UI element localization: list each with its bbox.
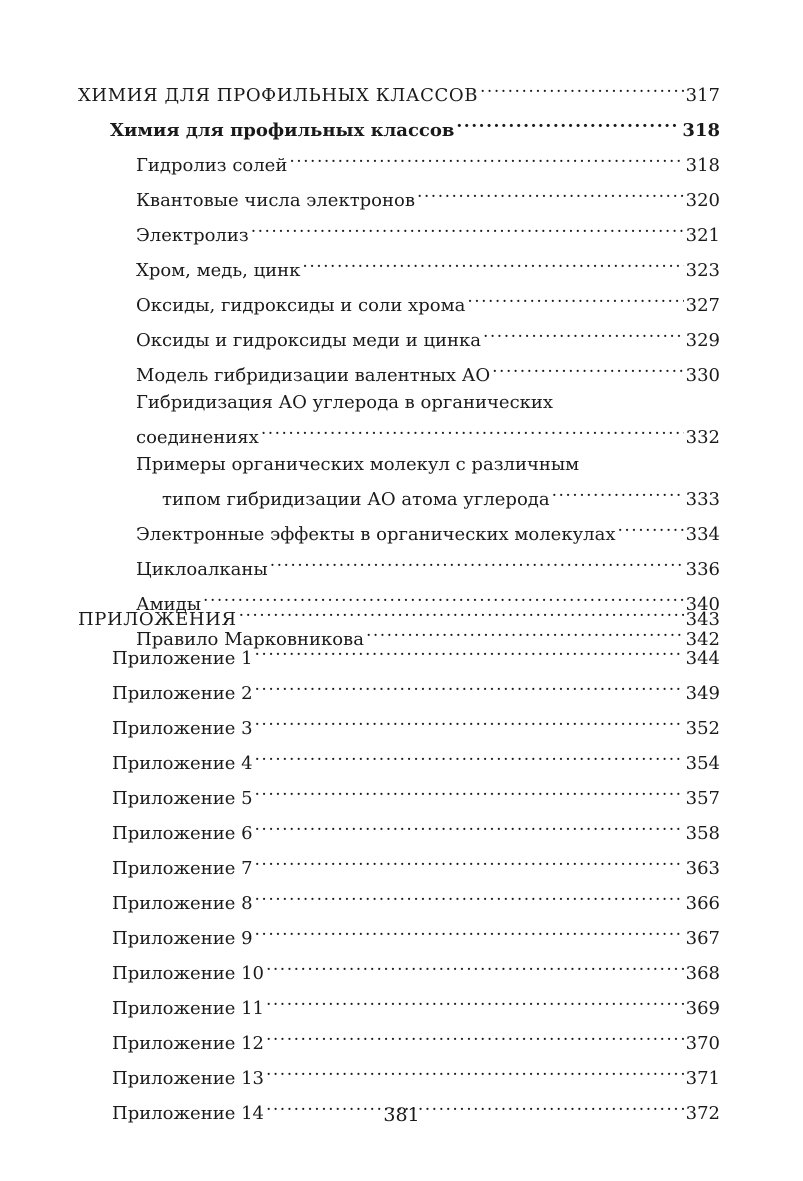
toc-title: Приложение 9 bbox=[112, 928, 253, 949]
leader-dots bbox=[255, 917, 684, 944]
toc-title: Квантовые числа электронов bbox=[136, 190, 415, 211]
leader-dots bbox=[255, 882, 684, 909]
leader-dots bbox=[261, 416, 684, 443]
toc-title: Приложение 12 bbox=[112, 1033, 264, 1054]
toc-entry[interactable] bbox=[78, 144, 720, 179]
toc-title: Приложение 1 bbox=[112, 648, 253, 669]
toc-entry[interactable] bbox=[78, 1057, 720, 1092]
leader-dots bbox=[255, 777, 684, 804]
toc-page: 334 bbox=[685, 524, 720, 545]
toc-title: Химия для профильных классов bbox=[110, 120, 455, 141]
toc-page: 318 bbox=[685, 155, 720, 176]
toc-page: 363 bbox=[685, 858, 720, 879]
toc-page: 329 bbox=[685, 330, 720, 351]
toc-page: 327 bbox=[685, 295, 720, 316]
leader-dots bbox=[266, 1022, 684, 1049]
toc-page: 367 bbox=[685, 928, 720, 949]
toc-page: 371 bbox=[685, 1068, 720, 1089]
toc-title: Оксиды и гидроксиды меди и цинка bbox=[136, 330, 481, 351]
toc-entry[interactable] bbox=[78, 952, 720, 987]
leader-dots bbox=[467, 284, 683, 311]
leader-dots bbox=[618, 513, 684, 540]
toc-page: 352 bbox=[685, 718, 720, 739]
toc-title: Электронные эффекты в органических молекулах bbox=[136, 524, 616, 545]
toc-title: типом гибридизации АО атома углерода bbox=[162, 489, 550, 510]
toc-title: Хром, медь, цинк bbox=[136, 260, 301, 281]
toc-entry[interactable] bbox=[78, 354, 720, 389]
toc-title: Правило Марковникова bbox=[136, 629, 364, 650]
leader-dots bbox=[483, 319, 684, 346]
leader-dots bbox=[266, 952, 684, 979]
toc-entry[interactable] bbox=[78, 214, 720, 249]
toc-entry[interactable] bbox=[78, 917, 720, 952]
toc-page: 368 bbox=[685, 963, 720, 984]
toc-entry[interactable] bbox=[78, 637, 720, 672]
toc-page: 354 bbox=[685, 753, 720, 774]
toc-entry[interactable] bbox=[78, 742, 720, 777]
toc-title: соединениях bbox=[136, 427, 259, 448]
toc-entry[interactable] bbox=[78, 249, 720, 284]
toc-page: 330 bbox=[685, 365, 720, 386]
toc-title: Приложение 13 bbox=[112, 1068, 264, 1089]
toc-page: 366 bbox=[685, 893, 720, 914]
toc-page: 340 bbox=[685, 594, 720, 615]
leader-dots bbox=[289, 144, 683, 171]
toc-title: Амиды bbox=[136, 594, 202, 615]
toc-entry[interactable] bbox=[78, 548, 720, 583]
leader-dots bbox=[255, 637, 684, 664]
toc-page: 344 bbox=[685, 648, 720, 669]
leader-dots bbox=[492, 354, 683, 381]
toc-title: Приложение 5 bbox=[112, 788, 253, 809]
toc-page: 369 bbox=[685, 998, 720, 1019]
toc-section-appendices bbox=[78, 598, 720, 1127]
toc-title: Приложение 14 bbox=[112, 1103, 264, 1124]
toc-entry[interactable] bbox=[78, 777, 720, 812]
toc-page: 332 bbox=[685, 427, 720, 448]
toc-page: 321 bbox=[685, 225, 720, 246]
toc-page: 317 bbox=[685, 85, 720, 106]
leader-dots bbox=[266, 987, 684, 1014]
toc-section-chemistry bbox=[78, 74, 720, 653]
toc-entry[interactable] bbox=[78, 882, 720, 917]
toc-title: Приложение 3 bbox=[112, 718, 253, 739]
leader-dots bbox=[251, 214, 684, 241]
page-number: 381 bbox=[383, 1104, 420, 1126]
toc-entry[interactable] bbox=[78, 284, 720, 319]
toc-entry[interactable] bbox=[78, 179, 720, 214]
toc-page: 333 bbox=[685, 489, 720, 510]
toc-entry[interactable] bbox=[78, 513, 720, 548]
toc-entry-wrapped[interactable] bbox=[78, 389, 720, 451]
leader-dots bbox=[302, 249, 683, 276]
leader-dots bbox=[255, 707, 684, 734]
leader-dots bbox=[255, 672, 684, 699]
toc-title: Гидролиз солей bbox=[136, 155, 288, 176]
toc-page: 357 bbox=[685, 788, 720, 809]
toc-entry[interactable] bbox=[78, 672, 720, 707]
toc-page: 358 bbox=[685, 823, 720, 844]
toc-entry[interactable] bbox=[78, 319, 720, 354]
toc-entry[interactable] bbox=[78, 987, 720, 1022]
toc-title: Оксиды, гидроксиды и соли хрома bbox=[136, 295, 466, 316]
leader-dots bbox=[270, 548, 684, 575]
toc-page: 349 bbox=[685, 683, 720, 704]
toc-entry[interactable] bbox=[78, 847, 720, 882]
toc-title: ПРИЛОЖЕНИЯ bbox=[78, 609, 237, 630]
toc-title: Циклоалканы bbox=[136, 559, 268, 580]
leader-dots bbox=[417, 179, 684, 206]
toc-title: Приложение 11 bbox=[112, 998, 264, 1019]
toc-entry-wrapped[interactable] bbox=[78, 451, 720, 513]
toc-title: Модель гибридизации валентных АО bbox=[136, 365, 491, 386]
toc-entry-section[interactable] bbox=[78, 74, 720, 109]
leader-dots bbox=[255, 742, 684, 769]
leader-dots bbox=[239, 598, 684, 625]
toc-title: Приложение 6 bbox=[112, 823, 253, 844]
toc-title: Приложение 4 bbox=[112, 753, 253, 774]
toc-title: Приложение 7 bbox=[112, 858, 253, 879]
leader-dots bbox=[255, 847, 684, 874]
toc-entry-section[interactable] bbox=[78, 598, 720, 633]
leader-dots bbox=[266, 1057, 684, 1084]
toc-page: 323 bbox=[685, 260, 720, 281]
toc-title: Приложение 2 bbox=[112, 683, 253, 704]
toc-page: 343 bbox=[685, 609, 720, 630]
leader-dots bbox=[255, 812, 684, 839]
leader-dots bbox=[456, 109, 680, 136]
toc-title-line: Примеры органических молекул с различным bbox=[136, 454, 580, 475]
toc-page: 336 bbox=[685, 559, 720, 580]
leader-dots bbox=[480, 74, 684, 101]
toc-entry[interactable] bbox=[78, 1022, 720, 1057]
toc-title: Приложение 10 bbox=[112, 963, 264, 984]
toc-title: ХИМИЯ ДЛЯ ПРОФИЛЬНЫХ КЛАССОВ bbox=[78, 85, 479, 106]
toc-page: 342 bbox=[685, 629, 720, 650]
toc-title: Приложение 8 bbox=[112, 893, 253, 914]
toc-page: 320 bbox=[685, 190, 720, 211]
toc-entry[interactable] bbox=[78, 707, 720, 742]
toc-page: 370 bbox=[685, 1033, 720, 1054]
toc-entry[interactable] bbox=[78, 812, 720, 847]
toc-title: Электролиз bbox=[136, 225, 249, 246]
toc-page: 372 bbox=[685, 1103, 720, 1124]
leader-dots bbox=[552, 478, 684, 505]
toc-title-line: Гибридизация АО углерода в органических bbox=[136, 392, 554, 413]
toc-page: 318 bbox=[682, 120, 720, 141]
toc-entry-subsection[interactable] bbox=[78, 109, 720, 144]
